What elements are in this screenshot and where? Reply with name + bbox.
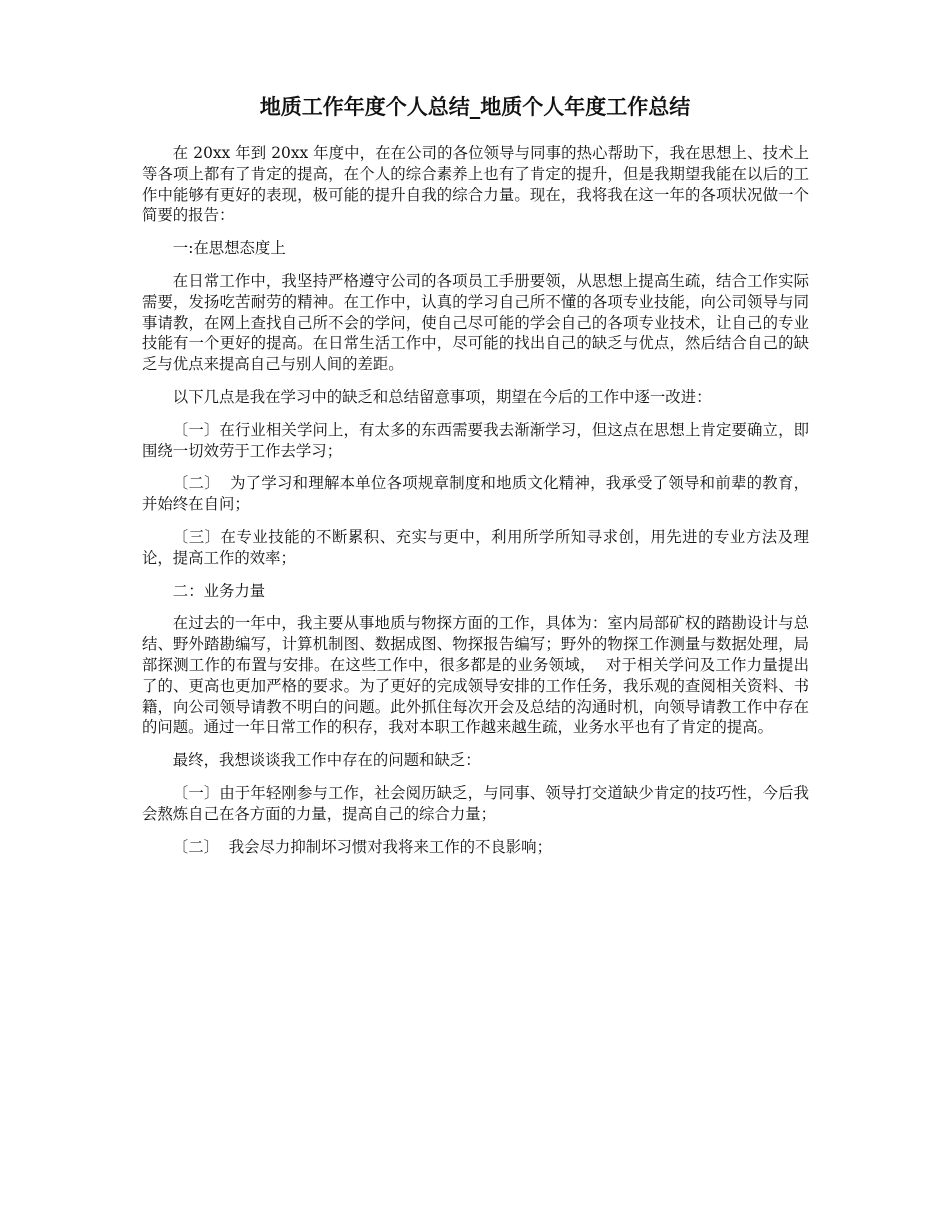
section-heading-attitude: 一:在思想态度上 — [172, 239, 286, 258]
paragraph-attitude: 在日常工作中，我坚持严格遵守公司的各项员工手册要领，从思想上提高生疏，结合工作实际需要，发扬吃苦耐劳的精神。在工作中，认真的学习自己所不懂的各项专业技能，向公司领导与同事请教，在网上查找自己所不会的学问，使自己尽可能的学会自己的各项专业技术，让自己的专业技能有一个更好的提高。在日常生活工作中，尽可能的找出自己的缺乏与优点，然后结合自己的缺乏与优点来提高自己与别人间的差距。 — [142, 271, 809, 374]
list-item-improvement-1: 〔一〕在行业相关学问上，有太多的东西需要我去渐渐学习，但这点在思想上肯定要确立，即围绕一切效劳于工作去学习； — [142, 420, 809, 460]
paragraph-problems-intro: 最终，我想谈谈我工作中存在的问题和缺乏： — [172, 751, 481, 770]
paragraph-intro: 在 20xx 年到 20xx 年度中，在在公司的各位领导与同事的热心帮助下，我在思想上、技术上等各项上都有了肯定的提高，在个人的综合素养上也有了肯定的提升，但是我期望我能在以后的工作中能够有更好的表现，极可能的提升自我的综合力量。现在，我将我在这一年的各项状况做一个简要的报告： — [142, 144, 809, 225]
page-title: 地质工作年度个人总结_地质个人年度工作总结 — [259, 95, 691, 119]
paragraph-business: 在过去的一年中，我主要从事地质与物探方面的工作，具体为：室内局部矿权的踏勘设计与总结、野外踏勘编写，计算机制图、数据成图、物探报告编写；野外的物探工作测量与数据处理，局部探测工作的布置与安排。在这些工作中，很多都是的业务领域， 对于相关学问及工作力量提出了的、更高也更加严格的要求。为了更好的完成领导安排的工作任务，我乐观的查阅相关资料、书籍，向公司领导请教不明白的问题。此外抓住每次开会及总结的沟通时机，向领导请教工作中存在的问题。通过一年日常工作的积存，我对本职工作越来越生疏，业务水平也有了肯定的提高。 — [142, 614, 809, 737]
section-heading-business: 二：业务力量 — [172, 581, 266, 600]
list-item-problem-1: 〔一〕由于年轻刚参与工作，社会阅历缺乏，与同事、领导打交道缺少肯定的技巧性，今后我会熬炼自己在各方面的力量，提高自己的综合力量； — [142, 783, 809, 823]
document-body — [142, 143, 809, 869]
list-item-improvement-3: 〔三〕在专业技能的不断累积、充实与更中，利用所学所知寻求创，用先进的专业方法及理论，提高工作的效率； — [142, 527, 809, 567]
list-item-improvement-2: 〔二〕 为了学习和理解本单位各项规章制度和地质文化精神，我承受了领导和前辈的教育，并始终在自问； — [142, 474, 809, 514]
list-item-problem-2: 〔二〕 我会尽力抑制坏习惯对我将来工作的不良影响； — [172, 837, 552, 856]
paragraph-improvements-intro: 以下几点是我在学习中的缺乏和总结留意事项，期望在今后的工作中逐一改进： — [172, 387, 712, 406]
